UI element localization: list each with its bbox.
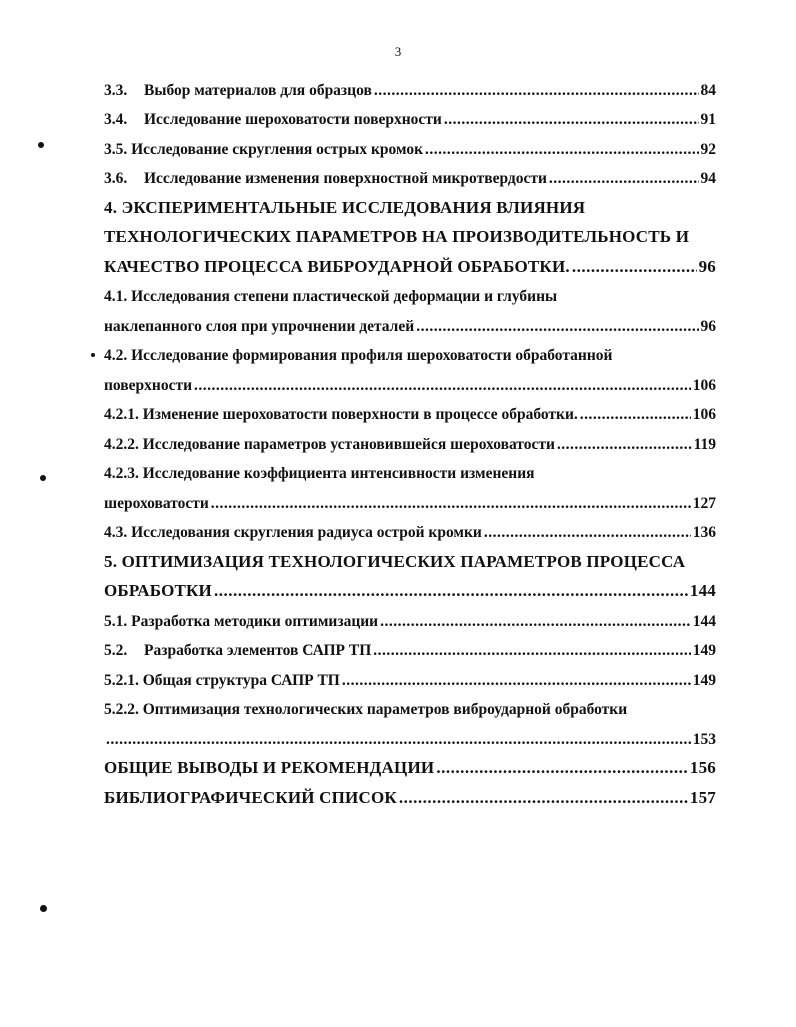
toc-entry — [104, 100, 716, 130]
toc-page-number: 149 — [692, 671, 716, 689]
toc-page-number: 92 — [700, 140, 716, 158]
toc-title: КАЧЕСТВО ПРОЦЕССА ВИБРОУДАРНОЙ ОБРАБОТКИ. — [104, 256, 570, 276]
toc-page-number: 149 — [692, 642, 716, 659]
toc-title: 4.2.1. Изменение шероховатости поверхности в процессе обработки. — [104, 406, 578, 423]
toc-title: Исследование шероховатости поверхности — [144, 111, 442, 128]
toc-title: ОБРАБОТКИ — [104, 581, 212, 600]
toc-entry — [104, 749, 716, 779]
toc-entry — [104, 778, 716, 808]
toc-title: 3.5. Исследование скругления острых кромок — [104, 140, 423, 158]
toc-line — [104, 542, 716, 572]
toc-title: 5.2.1. Общая структура САПР ТП — [104, 671, 340, 689]
toc-line — [104, 395, 716, 425]
toc-section-number: 3.3. — [104, 81, 128, 99]
toc-line — [104, 513, 716, 543]
toc-line — [104, 218, 716, 248]
toc-line — [104, 336, 716, 366]
toc-dot-leader — [436, 758, 688, 778]
toc-line — [104, 601, 716, 631]
toc-line — [104, 306, 716, 336]
toc-title: Разработка элементов САПР ТП — [144, 642, 372, 659]
toc-line — [104, 188, 716, 218]
toc-title: 4.2. Исследование формирования профиля шероховатости обработанной — [104, 347, 613, 364]
toc-line — [104, 247, 716, 277]
toc-page-number: 153 — [692, 730, 716, 748]
toc-dot-leader — [425, 141, 699, 159]
toc-page-number: 144 — [689, 581, 716, 600]
toc-entry — [104, 129, 716, 159]
toc-page-number: 119 — [693, 435, 716, 453]
toc-page-number: 144 — [692, 612, 716, 630]
toc-line — [104, 749, 716, 779]
toc-line — [104, 778, 716, 808]
toc-title: ОБЩИЕ ВЫВОДЫ И РЕКОМЕНДАЦИИ — [104, 758, 435, 777]
page-number: 3 — [394, 44, 402, 59]
toc-line — [104, 100, 716, 130]
toc-title: поверхности — [104, 376, 193, 394]
toc-dot-leader — [549, 170, 699, 188]
toc-section-number: 3.4. — [104, 111, 128, 128]
toc-section-number: 5.2. — [104, 642, 128, 659]
toc-title: 4.1. Исследования степени пластической деформации и глубины — [104, 288, 558, 305]
toc-entry — [104, 424, 716, 454]
toc-dot-leader — [214, 581, 688, 601]
toc-title: 4. ЭКСПЕРИМЕНТАЛЬНЫЕ ИССЛЕДОВАНИЯ ВЛИЯНИЯ — [104, 197, 586, 217]
toc-title: Исследование изменения поверхностной микротвердости — [144, 170, 547, 187]
toc-title: ТЕХНОЛОГИЧЕСКИХ ПАРАМЕТРОВ НА ПРОИЗВОДИТЕЛЬНОСТЬ И — [104, 227, 690, 246]
toc-line — [104, 690, 716, 720]
toc-page-number: 96 — [700, 317, 716, 335]
toc-dot-leader — [194, 377, 691, 395]
toc-title: 4.3. Исследования скругления радиуса острой кромки — [104, 524, 482, 541]
toc-dot-leader — [572, 257, 697, 277]
margin-bullet-mark — [40, 905, 47, 912]
toc-entry — [104, 631, 716, 661]
toc-page-number: 94 — [700, 170, 716, 187]
toc-title: 5.1. Разработка методики оптимизации — [104, 612, 379, 630]
toc-title: Выбор материалов для образцов — [144, 81, 372, 99]
toc-entry — [104, 336, 716, 395]
toc-entry — [104, 513, 716, 543]
toc-page-number: 156 — [689, 758, 716, 777]
toc-title: шероховатости — [104, 494, 209, 512]
margin-bullet-mark — [91, 353, 95, 357]
toc-dot-leader — [342, 672, 691, 690]
toc-title: 5.2.2. Оптимизация технологических параметров виброударной обработки — [104, 701, 628, 718]
toc-page-number: 127 — [692, 494, 716, 512]
toc-line — [104, 454, 716, 484]
toc-line — [104, 277, 716, 307]
toc-entry — [104, 159, 716, 189]
toc-entry — [104, 277, 716, 336]
toc-page-number: 136 — [692, 524, 716, 541]
toc-dot-leader — [106, 731, 691, 749]
toc-line — [104, 159, 716, 189]
toc-dot-leader — [484, 524, 691, 542]
margin-bullet-mark — [38, 142, 44, 148]
margin-bullet-mark — [40, 475, 46, 481]
toc-page-number: 84 — [700, 81, 716, 99]
toc-page-number: 106 — [692, 376, 716, 394]
toc-entry — [104, 542, 716, 601]
toc-line — [104, 631, 716, 661]
toc-section-number: 3.6. — [104, 170, 128, 187]
toc-title: 4.2.2. Исследование параметров установившейся шероховатости — [104, 435, 555, 453]
toc-dot-leader — [373, 642, 691, 660]
toc-dot-leader — [557, 436, 692, 454]
toc-dot-leader — [211, 495, 691, 513]
toc-dot-leader — [374, 82, 699, 100]
toc-entry — [104, 188, 716, 277]
toc-page-number: 106 — [692, 406, 716, 423]
toc-line — [104, 660, 716, 690]
toc-dot-leader — [380, 613, 691, 631]
toc-dot-leader — [444, 111, 699, 129]
toc-dot-leader — [416, 318, 698, 336]
toc-line — [104, 129, 716, 159]
toc-entry — [104, 395, 716, 425]
toc-page-number: 157 — [689, 787, 716, 807]
toc-title: БИБЛИОГРАФИЧЕСКИЙ СПИСОК — [104, 787, 397, 807]
toc-entry — [104, 454, 716, 513]
toc-line — [104, 719, 716, 749]
toc-dot-leader — [399, 788, 688, 808]
toc-page-number: 96 — [698, 256, 716, 276]
toc-entry — [104, 70, 716, 100]
toc-dot-leader — [580, 406, 691, 424]
toc-entry — [104, 601, 716, 631]
toc-line — [104, 70, 716, 100]
table-of-contents — [104, 70, 716, 808]
toc-line — [104, 483, 716, 513]
toc-entry — [104, 660, 716, 690]
toc-title: наклепанного слоя при упрочнении деталей — [104, 317, 415, 335]
toc-line — [104, 365, 716, 395]
toc-line — [104, 572, 716, 602]
toc-entry — [104, 690, 716, 749]
toc-line — [104, 424, 716, 454]
toc-title: 5. ОПТИМИЗАЦИЯ ТЕХНОЛОГИЧЕСКИХ ПАРАМЕТРОВ ПРОЦЕССА — [104, 551, 686, 571]
toc-page-number: 91 — [700, 111, 716, 128]
toc-title: 4.2.3. Исследование коэффициента интенсивности изменения — [104, 465, 535, 482]
